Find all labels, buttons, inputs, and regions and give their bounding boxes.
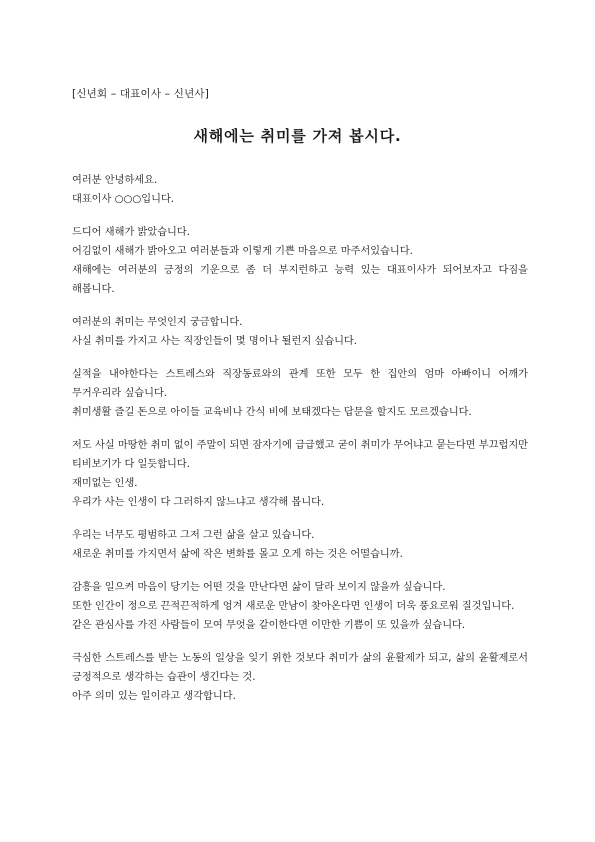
paragraph <box>72 223 528 299</box>
paragraph-line: 극심한 스트레스를 받는 노동의 일상을 잊기 위한 것보다 취미가 삶의 윤활제가 되고, 삶의 윤활제로서 긍정적으로 생각하는 습관이 생긴다는 것. <box>72 653 528 683</box>
paragraph-line: 사실 취미를 가지고 사는 직장인들이 몇 명이나 될런지 싶습니다. <box>72 336 358 347</box>
paragraph-line: 취미생활 즐길 돈으로 아이들 교육비나 간식 비에 보태겠다는 답문을 할지도 모르겠습니다. <box>72 407 472 418</box>
paragraph-line: 재미없는 인생. <box>72 478 138 489</box>
paragraph-line: 아주 의미 있는 일이라고 생각합니다. <box>72 691 236 702</box>
paragraph <box>72 171 528 209</box>
paragraph-line: 저도 사실 마땅한 취미 없이 주말이 되면 잠자기에 급급했고 굳이 취미가 무어냐고 묻는다면 부끄럽지만 티비보기가 다 일듯합니다. <box>72 440 528 470</box>
paragraph-line: 대표이사 ○○○입니다. <box>72 194 175 205</box>
paragraph-line: 감흥을 일으켜 마음이 당기는 어떤 것을 만난다면 삶이 달라 보이지 않을까 싶습니다. <box>72 582 446 593</box>
paragraph <box>72 649 528 706</box>
paragraph-line: 실적을 내야한다는 스트레스와 직장동료와의 관계 또한 모두 한 집안의 엄마 아빠이니 어깨가 무거우리라 싶습니다. <box>72 369 528 399</box>
paragraph-line: 어김없이 새해가 밝아오고 여러분들과 이렇게 기쁜 마음으로 마주서있습니다. <box>72 246 413 257</box>
paragraph <box>72 313 528 351</box>
paragraph-line: 우리가 사는 인생이 다 그러하지 않느냐고 생각해 봅니다. <box>72 497 325 508</box>
header-tag: [신년회 – 대표이사 – 신년사] <box>72 88 210 100</box>
paragraph-line: 여러분 안녕하세요. <box>72 175 158 186</box>
paragraph <box>72 436 528 512</box>
paragraph-line: 드디어 새해가 밝았습니다. <box>72 227 190 238</box>
paragraph <box>72 526 528 564</box>
document-title: 새해에는 취미를 가져 봅시다. <box>193 127 402 145</box>
paragraph-line: 또한 인간이 정으로 끈적끈적하게 엉겨 새로운 만남이 찾아온다면 인생이 더욱 풍요로워 질것입니다. <box>72 601 515 612</box>
paragraph-line: 여러분의 취미는 무엇인지 궁금합니다. <box>72 317 243 328</box>
paragraph <box>72 365 528 422</box>
paragraph-line: 우리는 너무도 평범하고 그저 그런 삶을 살고 있습니다. <box>72 530 315 541</box>
document-body <box>72 171 528 720</box>
paragraph-line: 새로운 취미를 가지면서 삶에 작은 변화를 몰고 오게 하는 것은 어떨습니까. <box>72 549 403 560</box>
paragraph-line: 새해에는 여러분의 긍정의 기운으로 좀 더 부지런하고 능력 있는 대표이사가 되어보자고 다짐을 해봅니다. <box>72 265 528 295</box>
paragraph-line: 같은 관심사를 가진 사람들이 모여 무엇을 같이한다면 이만한 기쁨이 또 있을까 싶습니다. <box>72 620 466 631</box>
paragraph <box>72 578 528 635</box>
